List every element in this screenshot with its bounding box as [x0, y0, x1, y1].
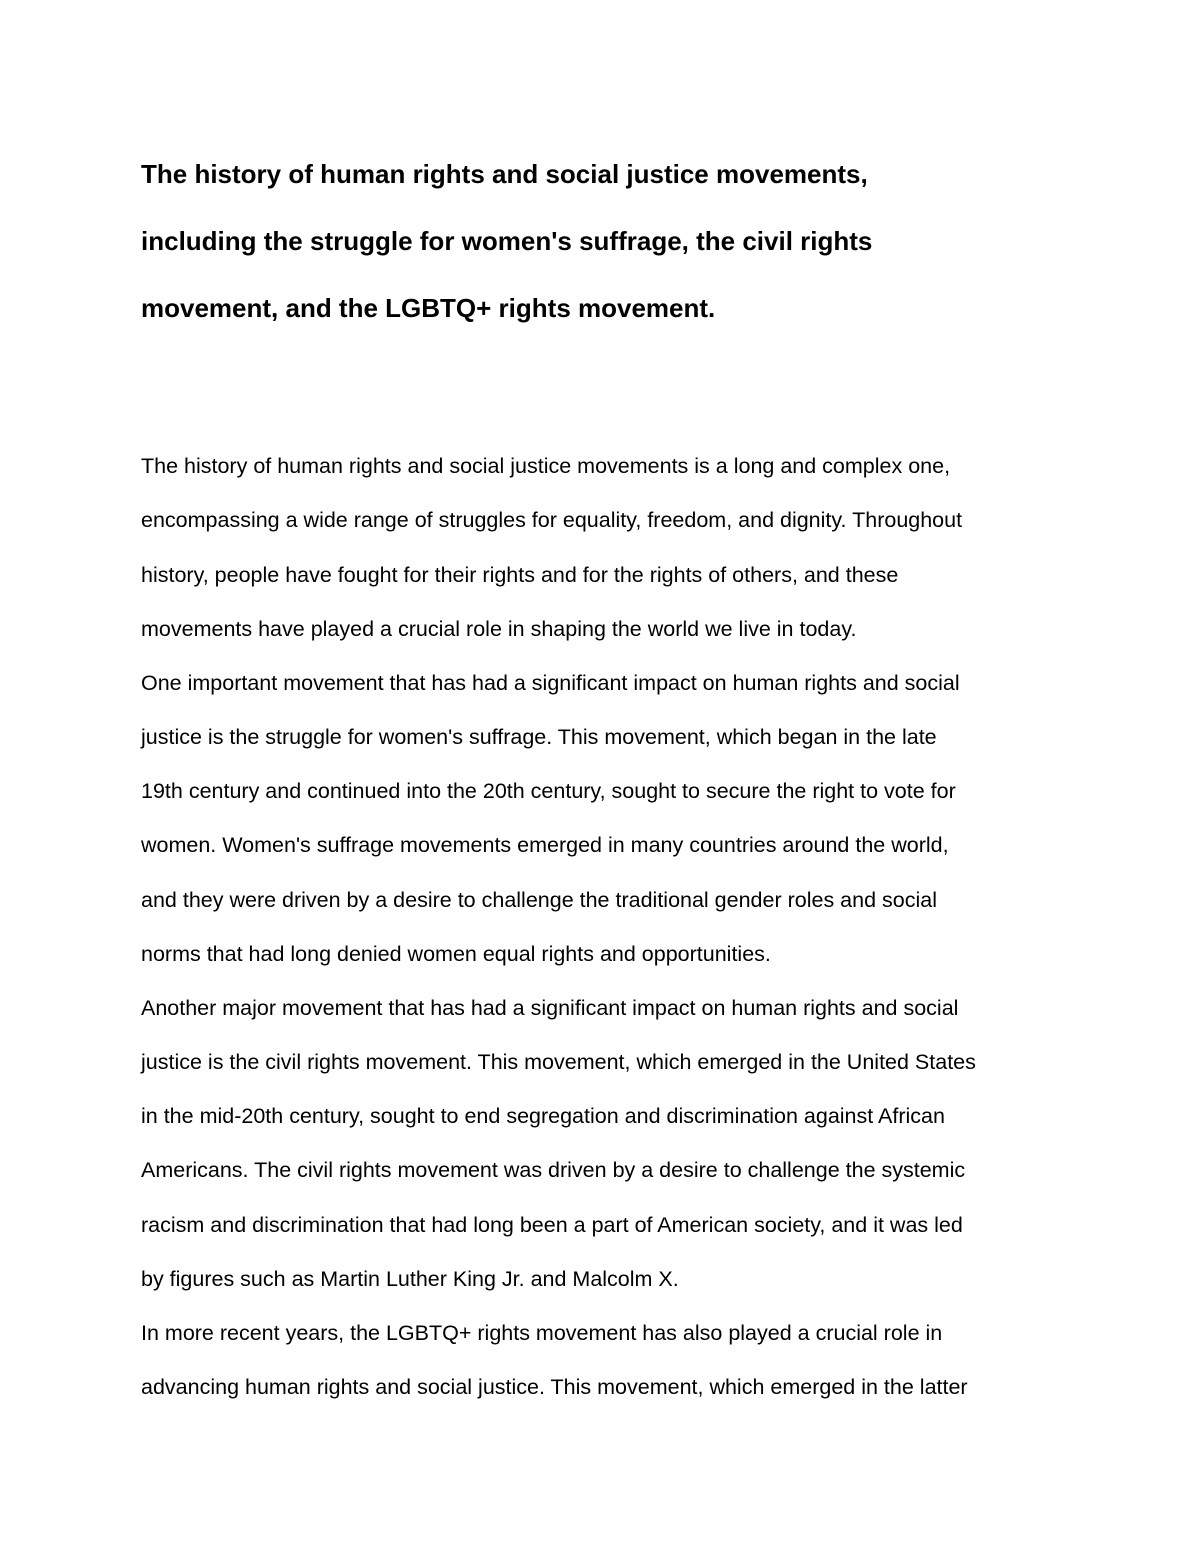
title-line: The history of human rights and social justice movements, — [141, 159, 868, 189]
body-line: movements have played a crucial role in shaping the world we live in today. — [141, 617, 857, 641]
body-line: justice is the civil rights movement. This movement, which emerged in the United States — [141, 1050, 976, 1074]
body-line: 19th century and continued into the 20th century, sought to secure the right to vote for — [141, 779, 956, 803]
body-line: by figures such as Martin Luther King Jr. and Malcolm X. — [141, 1267, 679, 1291]
body-line: women. Women's suffrage movements emerged in many countries around the world, — [141, 833, 949, 857]
body-line: racism and discrimination that had long been a part of American society, and it was led — [141, 1213, 963, 1237]
body-line: Another major movement that has had a significant impact on human rights and social — [141, 996, 959, 1020]
body-line: history, people have fought for their rights and for the rights of others, and these — [141, 563, 899, 587]
body-line: In more recent years, the LGBTQ+ rights movement has also played a crucial role in — [141, 1321, 943, 1345]
body-line: The history of human rights and social justice movements is a long and complex one, — [141, 454, 951, 478]
title-line: movement, and the LGBTQ+ rights movement. — [141, 293, 716, 323]
body-line: encompassing a wide range of struggles for equality, freedom, and dignity. Throughout — [141, 508, 963, 532]
body-line: Americans. The civil rights movement was driven by a desire to challenge the systemic — [141, 1158, 966, 1182]
body-line: and they were driven by a desire to challenge the traditional gender roles and social — [141, 888, 937, 912]
body-line: One important movement that has had a significant impact on human rights and social — [141, 671, 960, 695]
body-line: justice is the struggle for women's suffrage. This movement, which began in the late — [141, 725, 937, 749]
body-line: advancing human rights and social justice. This movement, which emerged in the latter — [141, 1375, 968, 1399]
body-line: in the mid-20th century, sought to end segregation and discrimination against African — [141, 1104, 945, 1128]
title-line: including the struggle for women's suffrage, the civil rights — [141, 226, 873, 256]
body-line: norms that had long denied women equal rights and opportunities. — [141, 942, 771, 966]
